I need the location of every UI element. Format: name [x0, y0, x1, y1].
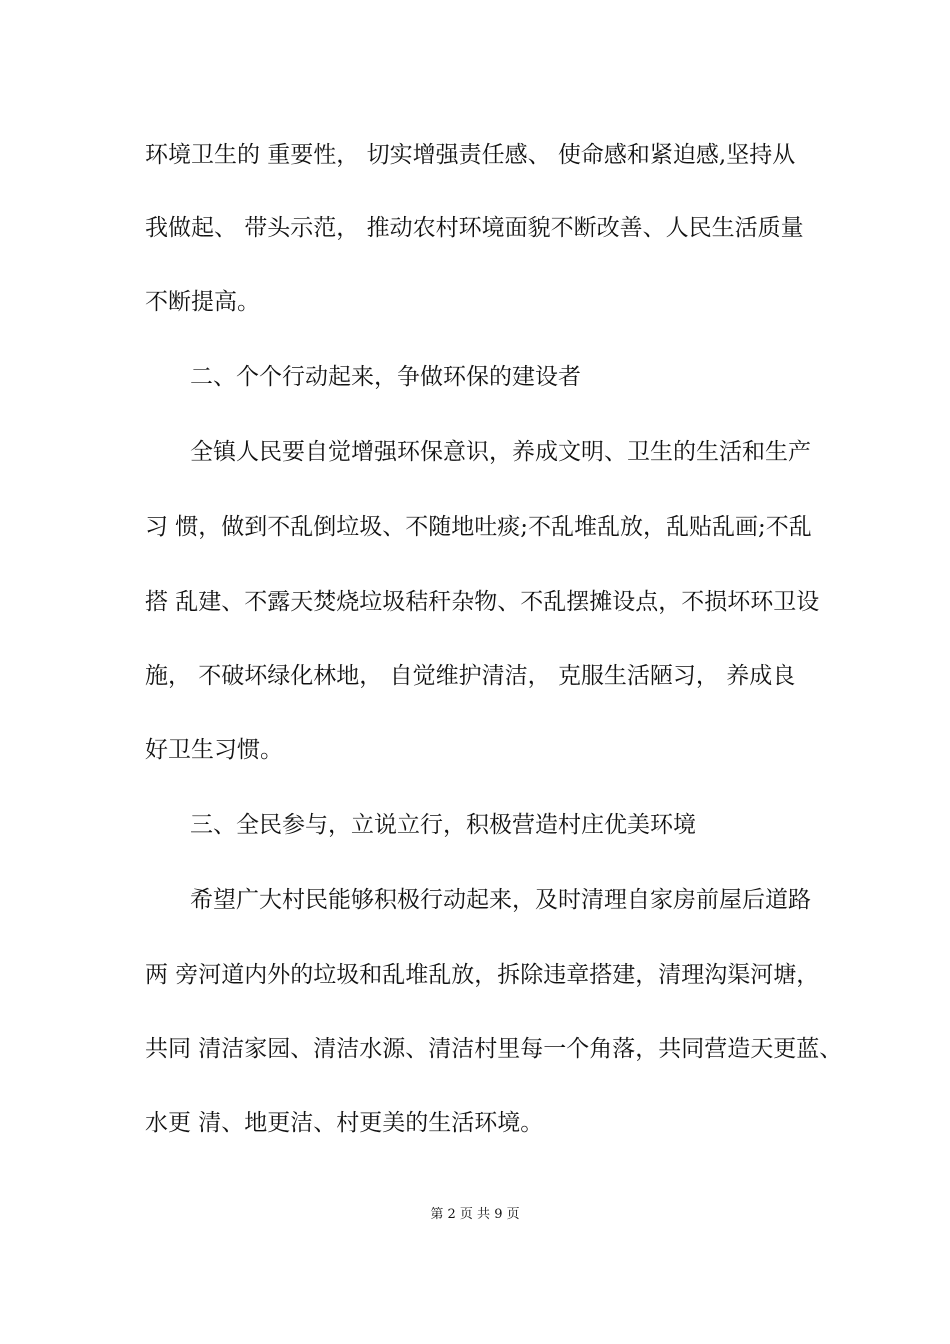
body-line-5: 全镇人民要自觉增强环保意识，养成文明、卫生的生活和生产 [190, 439, 811, 465]
body-line-9: 好卫生习惯。 [145, 737, 283, 763]
body-line-8: 施， 不破坏绿化林地， 自觉维护清洁， 克服生活陋习， 养成良 [145, 663, 796, 689]
body-line-3: 不断提高。 [145, 289, 260, 315]
page-number-footer: 第 2 页 共 9 页 [430, 1207, 520, 1222]
body-line-13: 共同 清洁家园、清洁水源、清洁村里每一个角落，共同营造天更蓝、 [145, 1036, 843, 1062]
body-line-12: 两 旁河道内外的垃圾和乱堆乱放，拆除违章搭建，清理沟渠河塘， [145, 962, 820, 988]
section-heading-3: 三、全民参与，立说立行，积极营造村庄优美环境 [190, 812, 696, 838]
section-heading-2: 二、个个行动起来，争做环保的建设者 [190, 364, 581, 390]
body-line-2: 我做起、 带头示范， 推动农村环境面貌不断改善、人民生活质量 [145, 215, 804, 241]
body-line-1: 环境卫生的 重要性， 切实增强责任感、 使命感和紧迫感,坚持从 [145, 142, 796, 168]
body-line-14: 水更 清、地更洁、村更美的生活环境。 [145, 1110, 544, 1136]
body-line-11: 希望广大村民能够积极行动起来，及时清理自家房前屋后道路 [190, 887, 811, 913]
body-line-6: 习 惯，做到不乱倒垃圾、不随地吐痰;不乱堆乱放，乱贴乱画;不乱 [145, 514, 812, 540]
body-line-7: 搭 乱建、不露天焚烧垃圾秸秆杂物、不乱摆摊设点，不损坏环卫设 [145, 589, 820, 615]
